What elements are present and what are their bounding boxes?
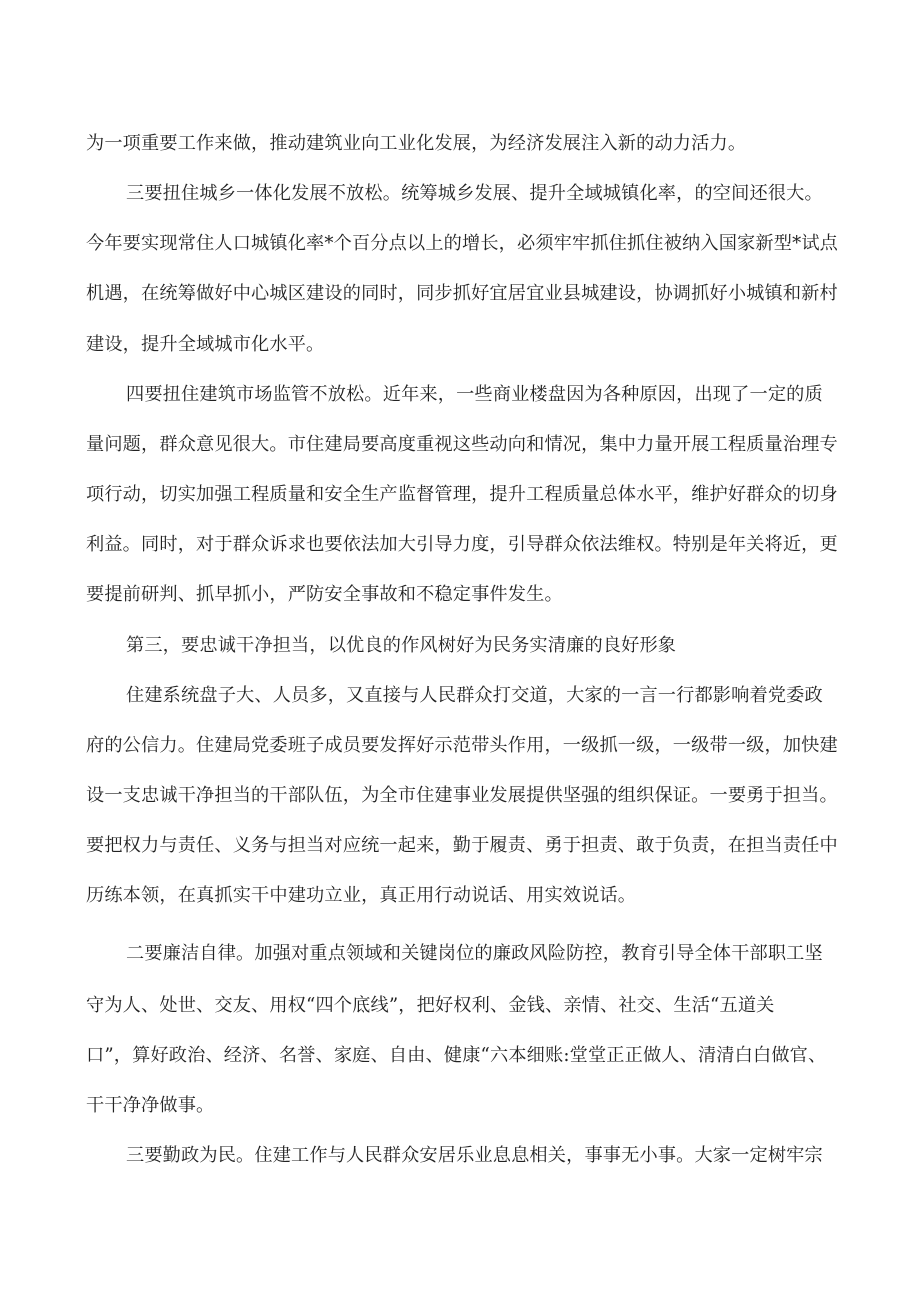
text-line: 利益。同时，对于群众诉求也要依法加大引导力度，引导群众依法维权。特别是年关将近，更	[86, 534, 838, 555]
text-line: 守为人、处世、交友、用权“四个底线”，把好权利、金钱、亲情、社交、生活“五道关	[86, 995, 775, 1016]
text-line: 府的公信力。住建局党委班子成员要发挥好示范带头作用，一级抓一级，一级带一级，加快建	[86, 735, 838, 756]
paragraph-start: 三要扭住城乡一体化发展不放松。统筹城乡发展、提升全域城镇化率，的空间还很大。	[126, 183, 823, 204]
text-line: 口”，算好政治、经济、名誉、家庭、自由、健康“六本细账:堂堂正正做人、清清白白做官、	[86, 1045, 827, 1066]
paragraph-start: 二要廉洁自律。加强对重点领域和关键岗位的廉政风险防控，教育引导全体干部职工坚	[126, 943, 823, 964]
text-line: 为一项重要工作来做，推动建筑业向工业化发展，为经济发展注入新的动力活力。	[86, 133, 747, 154]
text-line: 设一支忠诚干净担当的干部队伍，为全市住建事业发展提供坚强的组织保证。一要勇于担当。	[86, 785, 838, 806]
paragraph-start: 四要扭住建筑市场监管不放松。近年来，一些商业楼盘因为各种原因，出现了一定的质	[126, 384, 823, 405]
text-line: 历练本领，在真抓实干中建功立业，真正用行动说话、用实效说话。	[86, 885, 637, 906]
text-line: 项行动，切实加强工程质量和安全生产监督管理，提升工程质量总体水平，维护好群众的切身	[86, 484, 838, 505]
text-line: 建设，提升全域城市化水平。	[86, 334, 325, 355]
text-line: 机遇，在统筹做好中心城区建设的同时，同步抓好宜居宜业县城建设，协调抓好小城镇和新村	[86, 283, 838, 304]
text-line: 量问题，群众意见很大。市住建局要高度重视这些动向和情况，集中力量开展工程质量治理专	[86, 434, 838, 455]
text-line: 今年要实现常住人口城镇化率*个百分点以上的增长，必须牢牢抓住抓住被纳入国家新型*试点	[86, 233, 838, 254]
text-line: 要把权力与责任、义务与担当对应统一起来，勤于履责、勇于担责、敢于负责，在担当责任中	[86, 835, 838, 856]
paragraph-start: 住建系统盘子大、人员多，又直接与人民群众打交道，大家的一言一行都影响着党委政	[126, 685, 823, 706]
text-line: 干干净净做事。	[86, 1095, 215, 1116]
section-heading: 第三，要忠诚干净担当，以优良的作风树好为民务实清廉的良好形象	[126, 635, 677, 656]
text-line: 要提前研判、抓早抓小，严防安全事故和不稳定事件发生。	[86, 584, 563, 605]
paragraph-start: 三要勤政为民。住建工作与人民群众安居乐业息息相关，事事无小事。大家一定树牢宗	[126, 1145, 823, 1166]
